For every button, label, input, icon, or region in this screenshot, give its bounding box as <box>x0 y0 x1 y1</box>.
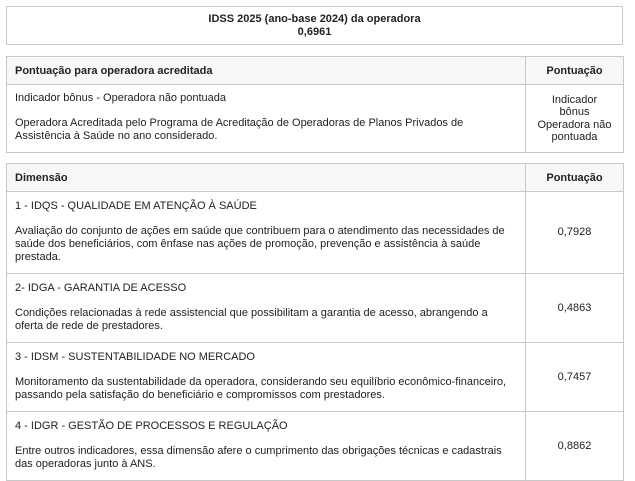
accredited-score-cell <box>526 85 624 153</box>
accredited-score-line: Operadora não <box>537 118 612 131</box>
dimension-desc-cell <box>7 412 526 481</box>
accredited-desc-cell <box>7 85 526 153</box>
accredited-score-header: Pontuação <box>526 57 624 85</box>
accredited-header-row <box>7 57 624 85</box>
dimension-desc-cell <box>7 343 526 412</box>
dimension-text: Monitoramento da sustentabilidade da operadora, considerando seu equilíbrio econômico-financeiro, passando pela satisfação do beneficiário e compromissos com prestadores. <box>15 376 507 401</box>
dimension-score: 0,7928 <box>526 192 624 274</box>
accredited-score-line: Indicador <box>551 93 598 106</box>
accredited-table <box>6 56 624 153</box>
dimension-text: Entre outros indicadores, essa dimensão afere o cumprimento das obrigações técnicas e cadastrais das operadoras junto à ANS. <box>15 445 502 470</box>
dimension-title: 2- IDGA - GARANTIA DE ACESSO <box>15 282 187 294</box>
dimensions-table <box>6 163 624 481</box>
dimension-title: 4 - IDGR - GESTÃO DE PROCESSOS E REGULAÇÃO <box>15 420 288 432</box>
accredited-row-title: Indicador bônus - Operadora não pontuada <box>15 92 226 104</box>
dimension-title: 1 - IDQS - QUALIDADE EM ATENÇÃO À SAÚDE <box>15 200 257 212</box>
accredited-desc-header: Pontuação para operadora acreditada <box>7 57 526 85</box>
dimension-desc-cell <box>7 192 526 274</box>
dimension-score: 0,4863 <box>526 274 624 343</box>
idss-value: 0,6961 <box>297 25 332 38</box>
dimension-desc-cell <box>7 274 526 343</box>
dimension-text: Avaliação do conjunto de ações em saúde que contribuem para o atendimento das necessidades de saúde dos beneficiários, com ênfase nas ações de promoção, prevenção e assistência à saúde prestada. <box>15 225 505 263</box>
dimension-row-idgr <box>7 412 624 481</box>
dimension-row-idga <box>7 274 624 343</box>
idss-summary-cell <box>7 7 623 45</box>
accredited-score-line: pontuada <box>551 131 598 143</box>
dimension-row-idqs <box>7 192 624 274</box>
idss-summary-table <box>6 6 623 45</box>
accredited-row-text: Operadora Acreditada pelo Programa de Acreditação de Operadoras de Planos Privados de Assistência à Saúde no ano considerado. <box>15 117 464 142</box>
dimension-score: 0,7457 <box>526 343 624 412</box>
accredited-score-line: bônus <box>559 106 590 118</box>
accredited-row <box>7 85 624 153</box>
dimension-row-idsm <box>7 343 624 412</box>
dimension-score-header: Pontuação <box>526 164 624 192</box>
dimension-header: Dimensão <box>7 164 526 192</box>
idss-title: IDSS 2025 (ano-base 2024) da operadora <box>208 12 421 25</box>
dimension-title: 3 - IDSM - SUSTENTABILIDADE NO MERCADO <box>15 351 255 363</box>
dimension-score: 0,8862 <box>526 412 624 481</box>
dimension-text: Condições relacionadas à rede assistencial que possibilitam a garantia de acesso, abrangendo a oferta de rede de prestadores. <box>15 307 488 332</box>
dimensions-header-row <box>7 164 624 192</box>
